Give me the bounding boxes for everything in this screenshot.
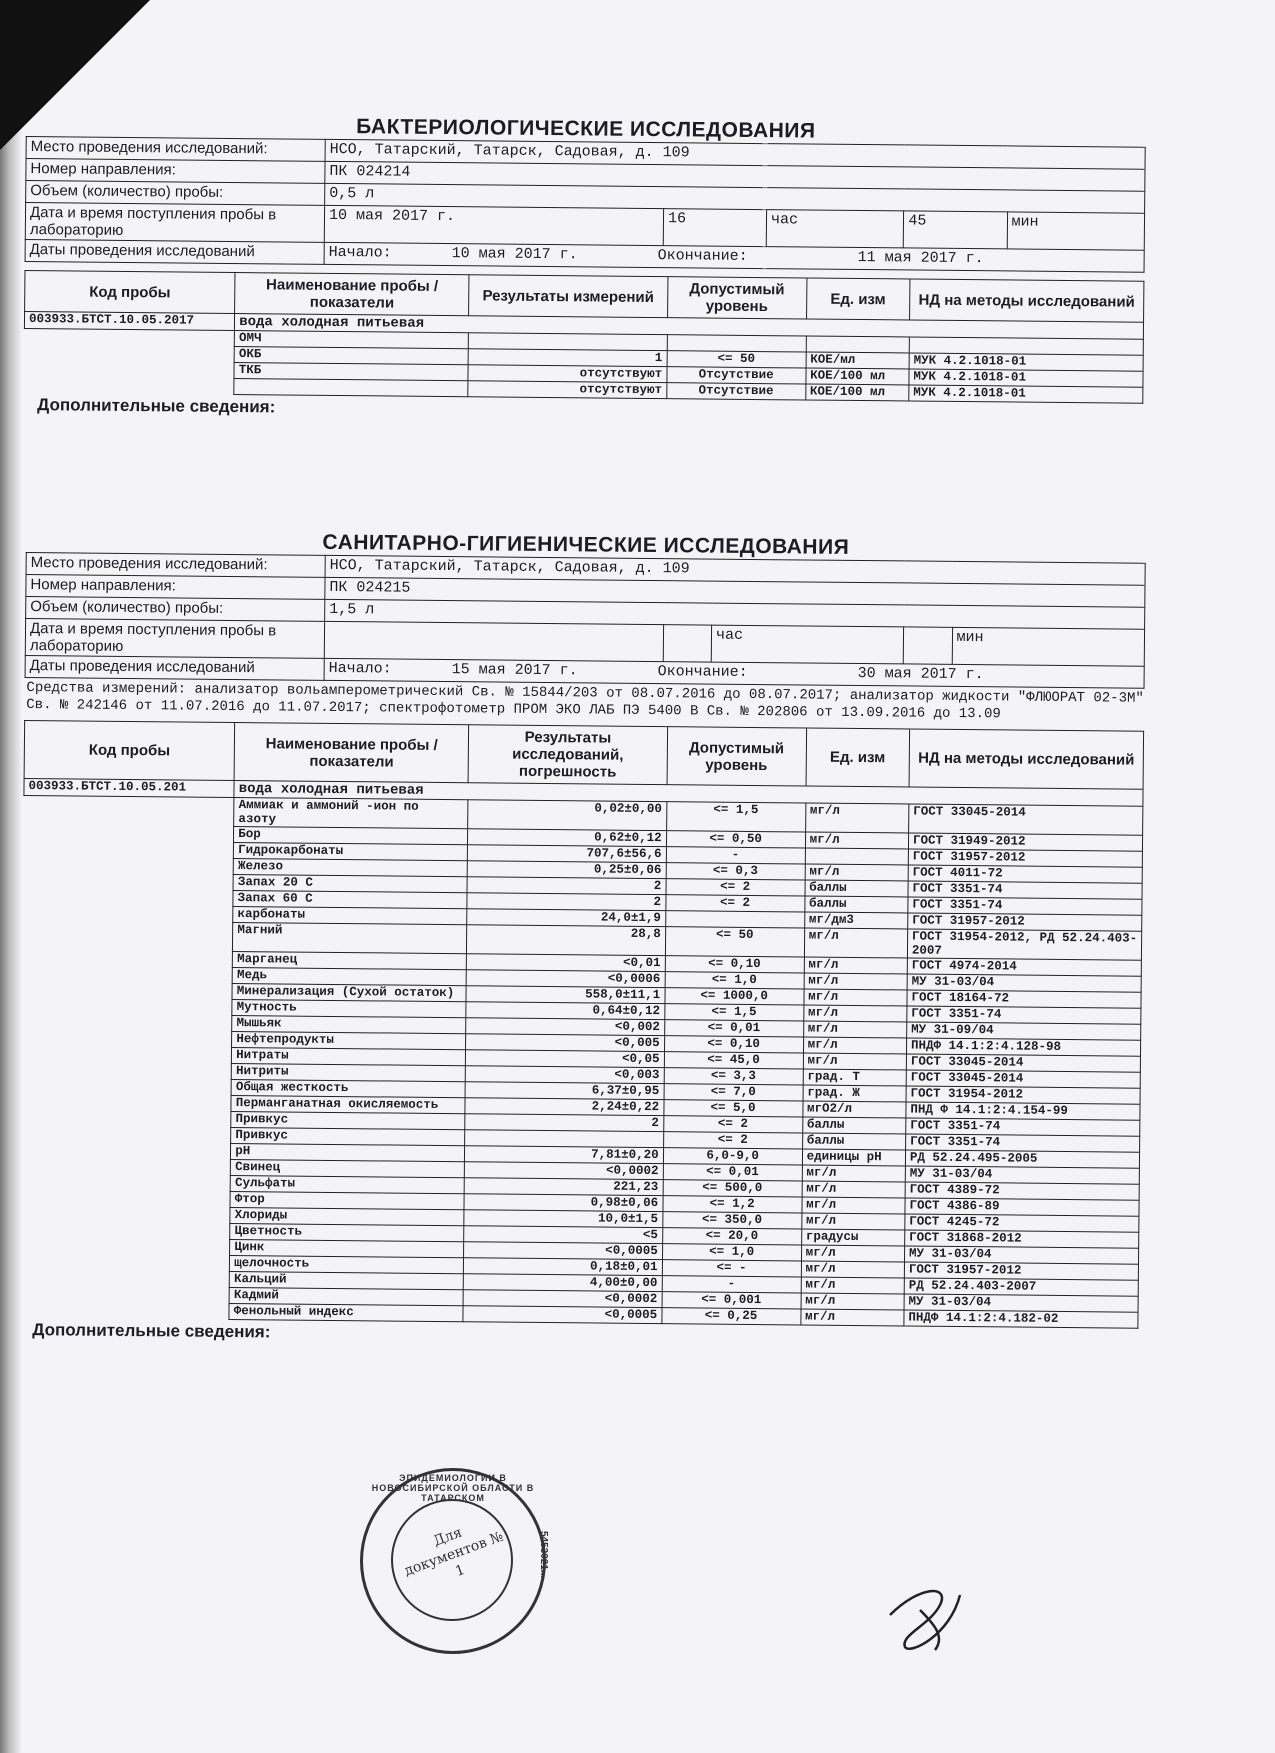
- unit-value: мг/л: [804, 973, 907, 990]
- indicator-name: Магний: [233, 923, 467, 954]
- result-value: <0,0006: [466, 970, 665, 988]
- end-label: Окончание:: [657, 247, 748, 265]
- unit-value: мг/л: [804, 957, 907, 974]
- unit-value: мг/л: [802, 1165, 905, 1182]
- additional-info-label: Дополнительные сведения:: [37, 395, 276, 417]
- unit-value: мг/л: [803, 1005, 906, 1022]
- method-value: ГОСТ 31957-2012: [908, 849, 1142, 867]
- end-date: 30 мая 2017 г.: [857, 664, 984, 684]
- limit-value: <= 1,0: [662, 1244, 801, 1261]
- unit-value: мг/л: [800, 1309, 903, 1326]
- result-value: 28,8: [467, 925, 666, 956]
- result-value: 221,23: [464, 1178, 663, 1196]
- method-value: МУ 31-03/04: [904, 1294, 1138, 1312]
- limit-value: <= 2: [665, 895, 804, 912]
- hours-value: [663, 625, 711, 662]
- method-value: РД 52.24.403-2007: [904, 1278, 1138, 1296]
- limit-value: <= 1,2: [663, 1196, 802, 1213]
- empty-cell: [19, 1301, 229, 1319]
- limit-value: <= 45,0: [664, 1052, 803, 1069]
- limit-value: <= 50: [665, 927, 804, 957]
- section-title: САНИТАРНО-ГИГИЕНИЧЕСКИЕ ИССЛЕДОВАНИЯ: [322, 530, 850, 559]
- sample-name: вода холодная питьевая: [235, 314, 1144, 340]
- empty-cell: [21, 1061, 231, 1079]
- info-label: Объем (количество) пробы:: [26, 181, 325, 206]
- indicator-name: Сульфаты: [230, 1175, 464, 1193]
- indicator-name: Медь: [232, 968, 466, 986]
- sample-name: вода холодная питьевая: [234, 781, 1143, 807]
- indicator-name: Бор: [234, 827, 468, 845]
- limit-value: <= 1,5: [664, 1004, 803, 1021]
- result-value: <0,0005: [463, 1306, 662, 1324]
- result-value: 707,6±56,6: [468, 845, 667, 863]
- handwritten-signature: [880, 1575, 970, 1655]
- method-value: ГОСТ 33045-2014: [906, 1070, 1140, 1088]
- empty-cell: [24, 795, 235, 826]
- unit-value: мгО2/л: [802, 1101, 905, 1118]
- result-value: <0,05: [466, 1050, 665, 1068]
- unit-value: мг/л: [804, 928, 908, 958]
- indicator-name: Цинк: [230, 1239, 464, 1257]
- column-header: Допустимый уровень: [667, 727, 807, 786]
- method-value: ГОСТ 31954-2012, РД 52.24.403-2007: [907, 929, 1141, 960]
- result-value: 0,02±0,00: [468, 800, 667, 831]
- method-value: ГОСТ 3351-74: [906, 1134, 1140, 1152]
- indicator-name: карбонаты: [233, 907, 467, 925]
- limit-value: <= 1,0: [665, 972, 804, 989]
- limit-value: <= 2: [663, 1132, 802, 1149]
- method-value: ПНДФ 14.1:2:4.128-98: [906, 1038, 1140, 1056]
- column-header: Результаты измерений: [469, 275, 668, 318]
- column-header: НД на методы исследований: [909, 729, 1144, 789]
- info-label: Место проведения исследований:: [26, 137, 325, 162]
- limit-value: <= -: [662, 1260, 801, 1277]
- end-date: 11 мая 2017 г.: [857, 248, 984, 268]
- section-title: БАКТЕРИОЛОГИЧЕСКИЕ ИССЛЕДОВАНИЯ: [356, 115, 816, 143]
- method-value: ГОСТ 3351-74: [906, 1118, 1140, 1136]
- unit-value: единицы pH: [802, 1149, 905, 1166]
- minutes-value: 45: [904, 211, 1007, 249]
- indicator-name: Кадмий: [229, 1287, 463, 1305]
- empty-cell: [22, 1029, 232, 1047]
- method-value: ГОСТ 33045-2014: [906, 1054, 1140, 1072]
- result-value: 6,37±0,95: [465, 1082, 664, 1100]
- unit-value: баллы: [805, 880, 908, 897]
- column-header: Допустимый уровень: [667, 277, 806, 319]
- limit-value: <= 20,0: [662, 1228, 801, 1245]
- stamp-number: 5453021...: [538, 1531, 549, 1579]
- indicator-name: ОМЧ: [235, 331, 469, 349]
- column-header: Результаты исследований, погрешность: [468, 725, 667, 785]
- start-label: Начало:: [328, 243, 392, 262]
- hours-value: 16: [663, 209, 766, 247]
- limit-value: 6,0-9,0: [663, 1148, 802, 1165]
- result-value: 0,62±0,12: [468, 829, 667, 847]
- limit-value: <= 0,25: [662, 1308, 801, 1325]
- indicator-name: Фенольный индекс: [229, 1303, 463, 1321]
- unit-value: мг/л: [803, 1021, 906, 1038]
- limit-value: <= 0,3: [666, 863, 805, 880]
- info-value: ПК 024214: [325, 161, 1145, 191]
- indicator-name: ОКБ: [234, 347, 468, 365]
- sample-code: 003933.БТСТ.10.05.2017: [24, 311, 234, 330]
- method-value: ГОСТ 31957-2012: [904, 1262, 1138, 1280]
- unit-value: мг/л: [805, 803, 909, 833]
- unit-value: мг/л: [804, 989, 907, 1006]
- method-value: МУ 31-09/04: [907, 1022, 1141, 1040]
- limit-value: Отсутствие: [667, 367, 806, 384]
- unit-value: мг/л: [801, 1293, 904, 1310]
- info-value: 10 мая 2017 г.: [324, 205, 663, 245]
- hours-label: час: [711, 625, 904, 664]
- indicator-name: pH: [231, 1143, 465, 1161]
- end-label: Окончание:: [657, 663, 748, 681]
- method-value: ПНД Ф 14.1:2:4.154-99: [906, 1102, 1140, 1120]
- method-value: ГОСТ 3351-74: [907, 1006, 1141, 1024]
- empty-cell: [24, 328, 234, 346]
- limit-value: [665, 911, 804, 928]
- column-header: Ед. изм: [806, 278, 910, 320]
- column-header: Наименование пробы / показатели: [235, 273, 469, 316]
- info-value: НСО, Татарский, Татарск, Садовая, д. 109: [325, 555, 1145, 585]
- limit-value: <= 2: [666, 879, 805, 896]
- info-value: ПК 024215: [325, 577, 1145, 607]
- indicator-name: Запах 60 С: [233, 891, 467, 909]
- unit-value: мг/л: [805, 864, 908, 881]
- bact-results-table: [23, 270, 1144, 404]
- result-value: 10,0±1,5: [464, 1210, 663, 1228]
- indicator-name: Привкус: [231, 1111, 465, 1129]
- dates-label: Даты проведения исследований: [25, 655, 324, 680]
- result-value: <0,003: [465, 1066, 664, 1084]
- result-value: 2: [467, 893, 666, 911]
- method-value: МУ 31-03/04: [904, 1246, 1138, 1264]
- method-value: МУК 4.2.1018-01: [909, 353, 1143, 371]
- limit-value: <= 7,0: [664, 1084, 803, 1101]
- info-label: Дата и время поступления пробы в лабораторию: [25, 619, 324, 659]
- unit-value: мг/л: [801, 1261, 904, 1278]
- method-value: МУК 4.2.1018-01: [909, 385, 1143, 403]
- column-header: Ед. изм: [806, 728, 910, 787]
- unit-value: баллы: [802, 1117, 905, 1134]
- result-value: 558,0±11,1: [466, 986, 665, 1004]
- result-value: 0,98±0,06: [464, 1194, 663, 1212]
- column-header: Наименование пробы / показатели: [234, 723, 469, 783]
- start-label: Начало:: [328, 659, 392, 678]
- result-value: 0,25±0,06: [467, 861, 666, 879]
- indicator-name: Гидрокарбонаты: [234, 843, 468, 861]
- column-header: НД на методы исследований: [909, 279, 1143, 322]
- indicator-name: Мышьяк: [232, 1016, 466, 1034]
- unit-value: КОЕ/100 мл: [806, 368, 909, 385]
- unit-value: град. Т: [803, 1069, 906, 1086]
- unit-value: мг/л: [805, 832, 908, 849]
- limit-value: -: [662, 1276, 801, 1293]
- dates-label: Даты проведения исследований: [25, 239, 324, 264]
- indicator-name: [234, 379, 468, 397]
- indicator-name: Хлориды: [230, 1207, 464, 1225]
- result-value: [469, 333, 668, 351]
- result-value: 7,81±0,20: [465, 1146, 664, 1164]
- limit-value: <= 0,001: [662, 1292, 801, 1309]
- indicator-name: Свинец: [231, 1159, 465, 1177]
- indicator-name: Запах 20 С: [233, 875, 467, 893]
- indicator-name: Нитраты: [232, 1047, 466, 1065]
- result-value: 2: [465, 1114, 664, 1132]
- empty-cell: [24, 376, 234, 394]
- unit-value: мг/л: [801, 1277, 904, 1294]
- method-value: ГОСТ 31949-2012: [908, 833, 1142, 851]
- result-value: <5: [464, 1226, 663, 1244]
- result-value: <0,002: [466, 1018, 665, 1036]
- bacteriological-section: [23, 112, 1146, 426]
- result-value: <0,01: [467, 954, 666, 972]
- indicator-name: Марганец: [233, 952, 467, 970]
- unit-value: мг/л: [801, 1245, 904, 1262]
- result-value: <0,0002: [463, 1290, 662, 1308]
- method-value: РД 52.24.495-2005: [905, 1150, 1139, 1168]
- limit-value: Отсутствие: [666, 383, 805, 400]
- indicator-name: Общая жесткость: [231, 1079, 465, 1097]
- unit-value: мг/л: [803, 1053, 906, 1070]
- result-value: 24,0±1,9: [467, 909, 666, 927]
- empty-cell: [21, 1045, 231, 1063]
- method-value: ГОСТ 33045-2014: [909, 804, 1143, 835]
- unit-value: [806, 336, 909, 353]
- indicator-name: Нитриты: [231, 1063, 465, 1081]
- limit-value: <= 0,01: [664, 1020, 803, 1037]
- method-value: ПНДФ 14.1:2:4.182-02: [904, 1310, 1138, 1328]
- official-stamp: [360, 1468, 549, 1654]
- limit-value: <= 0,50: [666, 831, 805, 848]
- limit-value: <= 50: [667, 351, 806, 368]
- method-value: ГОСТ 4245-72: [905, 1214, 1139, 1232]
- indicator-name: ТКБ: [234, 363, 468, 381]
- stamp-ring-text: ЭПИДЕМИОЛОГИИ В НОВОСИБИРСКОЙ ОБЛАСТИ В ТАТАРСКОМ: [371, 1473, 535, 1503]
- column-header: Код пробы: [24, 720, 235, 780]
- minutes-label: мин: [1007, 212, 1145, 250]
- unit-value: мг/л: [803, 1037, 906, 1054]
- result-value: 0,64±0,12: [466, 1002, 665, 1020]
- limit-value: <= 2: [663, 1116, 802, 1133]
- info-label: Место проведения исследований:: [26, 553, 325, 578]
- indicator-name: Привкус: [231, 1127, 465, 1145]
- method-value: МУ 31-03/04: [907, 974, 1141, 992]
- info-label: Номер направления:: [26, 575, 325, 600]
- bact-info-table: [25, 136, 1146, 273]
- indicator-name: Цветность: [230, 1223, 464, 1241]
- indicator-name: Кальций: [229, 1271, 463, 1289]
- sanit-results-table: [18, 720, 1144, 1329]
- minutes-value: [904, 627, 952, 664]
- method-value: МУ 31-03/04: [905, 1166, 1139, 1184]
- measurement-means: Средства измерений: анализатор вольамперометрический Св. № 15844/203 от 08.07.2016 до 08.07.2017; анализатор жидкости "ФЛЮОРАТ 02-3М" Св. № 242146 от 11.07.2016 до 11.07.2017; спектрофотометр ПРОМ ЭКО ЛАБ ПЭ 5400 В Св. № 202806 от 13.09.2016 до 13.09: [26, 680, 1144, 723]
- indicator-name: Фтор: [230, 1191, 464, 1209]
- result-value: отсутствуют: [468, 381, 667, 399]
- unit-value: КОЕ/100 мл: [805, 384, 908, 401]
- unit-value: баллы: [802, 1133, 905, 1150]
- limit-value: <= 3,3: [664, 1068, 803, 1085]
- sanit-info-table: [25, 552, 1146, 689]
- result-value: <0,0005: [464, 1242, 663, 1260]
- unit-value: мг/л: [802, 1197, 905, 1214]
- unit-value: мг/дм3: [804, 912, 907, 929]
- method-value: ГОСТ 31954-2012: [906, 1086, 1140, 1104]
- result-value: <0,0002: [465, 1162, 664, 1180]
- method-value: ГОСТ 4974-2014: [907, 958, 1141, 976]
- method-value: ГОСТ 31868-2012: [905, 1230, 1139, 1248]
- limit-value: <= 500,0: [663, 1180, 802, 1197]
- indicator-name: Минерализация (Сухой остаток): [232, 984, 466, 1002]
- limit-value: <= 0,10: [665, 956, 804, 973]
- method-value: ГОСТ 3351-74: [908, 881, 1142, 899]
- indicator-name: Мутность: [232, 1000, 466, 1018]
- unit-value: мг/л: [801, 1213, 904, 1230]
- info-value: 1,5 л: [325, 599, 1145, 629]
- info-label: Номер направления:: [26, 159, 325, 184]
- result-value: отсутствуют: [468, 365, 667, 383]
- indicator-name: щелочность: [230, 1255, 464, 1273]
- unit-value: мг/л: [802, 1181, 905, 1198]
- indicator-name: Аммиак и аммоний -ион по азоту: [234, 798, 468, 829]
- info-value: [324, 621, 663, 661]
- info-label: Объем (количество) пробы:: [26, 597, 325, 622]
- limit-value: <= 0,10: [664, 1036, 803, 1053]
- scan-shadow: [0, 0, 22, 1753]
- limit-value: [667, 335, 806, 352]
- limit-value: <= 5,0: [664, 1100, 803, 1117]
- unit-value: град. Ж: [803, 1085, 906, 1102]
- limit-value: -: [666, 847, 805, 864]
- start-date: 15 мая 2017 г.: [451, 661, 578, 680]
- hours-label: час: [766, 210, 904, 248]
- method-value: ГОСТ 31957-2012: [908, 913, 1142, 931]
- info-value: НСО, Татарский, Татарск, Садовая, д. 109: [325, 139, 1145, 169]
- result-value: 2,24±0,22: [465, 1098, 664, 1116]
- unit-value: градусы: [801, 1229, 904, 1246]
- indicator-name: Нефтепродукты: [232, 1031, 466, 1049]
- minutes-label: мин: [952, 627, 1145, 666]
- indicator-name: Железо: [233, 859, 467, 877]
- unit-value: баллы: [804, 896, 907, 913]
- result-value: [465, 1130, 664, 1148]
- result-value: 4,00±0,00: [463, 1274, 662, 1292]
- start-date: 10 мая 2017 г.: [451, 245, 578, 264]
- additional-info-label: Дополнительные сведения:: [32, 1320, 271, 1342]
- column-header: Код пробы: [25, 270, 236, 313]
- limit-value: <= 350,0: [662, 1212, 801, 1229]
- limit-value: <= 1000,0: [665, 988, 804, 1005]
- empty-cell: [22, 920, 233, 951]
- method-value: ГОСТ 3351-74: [908, 897, 1142, 915]
- method-value: ГОСТ 18164-72: [907, 990, 1141, 1008]
- sanitary-section: [18, 528, 1146, 1351]
- stamp-center-text: Для документов № 1: [402, 1524, 506, 1580]
- result-value: 2: [467, 877, 666, 895]
- result-value: 1: [468, 349, 667, 367]
- empty-cell: [21, 1077, 231, 1095]
- result-value: 0,18±0,01: [464, 1258, 663, 1276]
- method-value: МУК 4.2.1018-01: [909, 369, 1143, 387]
- result-value: <0,005: [466, 1034, 665, 1052]
- unit-value: КОЕ/мл: [806, 352, 909, 369]
- method-value: ГОСТ 4389-72: [905, 1182, 1139, 1200]
- info-value: 0,5 л: [325, 183, 1145, 213]
- unit-value: [805, 848, 908, 865]
- sample-code: 003933.БТСТ.10.05.201: [24, 778, 234, 797]
- limit-value: <= 0,01: [663, 1164, 802, 1181]
- indicator-name: Перманганатная окисляемость: [231, 1095, 465, 1113]
- limit-value: <= 1,5: [666, 802, 805, 832]
- method-value: ГОСТ 4011-72: [908, 865, 1142, 883]
- method-value: ГОСТ 4386-89: [905, 1198, 1139, 1216]
- info-label: Дата и время поступления пробы в лабораторию: [25, 203, 324, 243]
